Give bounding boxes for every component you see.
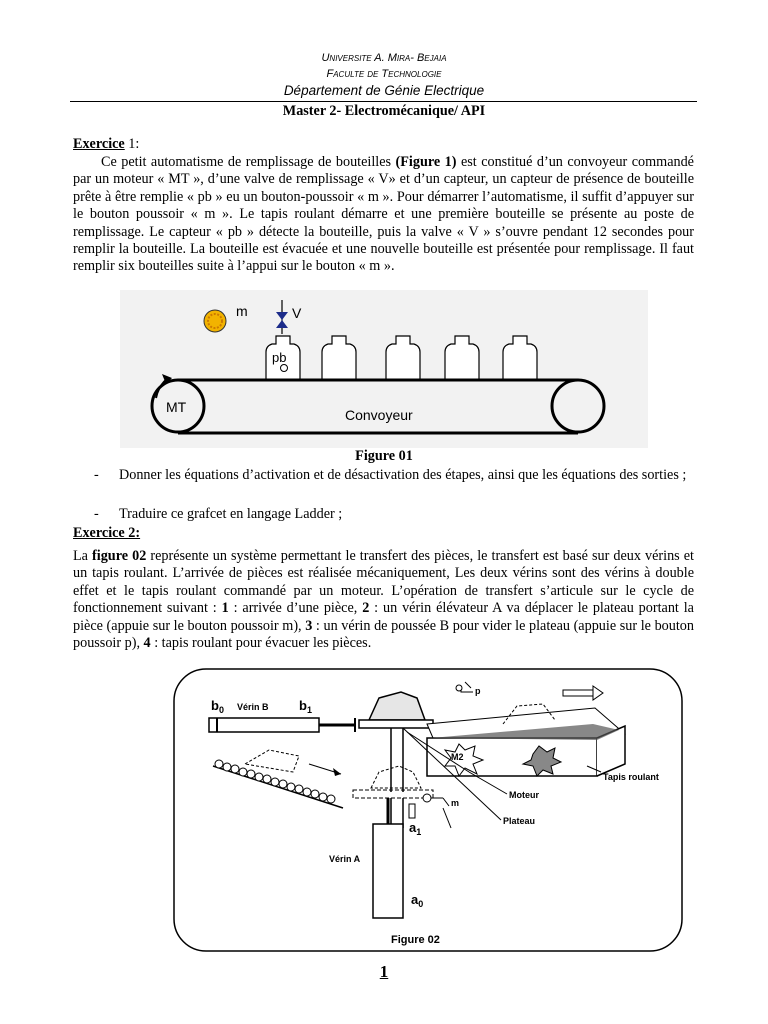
faculty-name: Faculte de Technologie bbox=[326, 68, 442, 80]
label-convoyeur: Convoyeur bbox=[345, 407, 413, 423]
cylinder-b bbox=[209, 718, 319, 732]
label-m: m bbox=[451, 798, 460, 808]
exercise2-title: Exercice 2: bbox=[73, 525, 141, 541]
label-b0: $b_0$ bbox=[211, 698, 224, 715]
label-v: V bbox=[292, 305, 302, 321]
figure-01-caption: Figure 01 bbox=[355, 448, 413, 464]
course-title: Master 2- Electromécanique/ API bbox=[282, 103, 486, 119]
label-b1: $b_1$ bbox=[299, 698, 312, 715]
header-rule bbox=[70, 101, 697, 102]
exercise2-paragraph: La figure 02 représente un système permettant le transfert des pièces, le transfert est basé sur deux vérins et un tapis roulant. L’arrivée de pièces est réalisée mécaniquement, Les deux vérins sont des vérins à double effet et le tapis roulant commandé par un moteur. L’opération de transfert s’articule sur le cycle de fonctionnement suivant : 1 : arrivée d’une pièce, 2 : un vérin élévateur A va déplacer le plateau portant la pièce (appuie sur le bouton poussoir m), 3 : un vérin de poussée B pour vider le plateau (appuie sur le bouton poussoir p), 4 : tapis roulant pour évacuer les pièces. bbox=[73, 548, 694, 652]
cylinder-a bbox=[373, 824, 403, 918]
label-p: p bbox=[475, 686, 481, 696]
idler-pulley bbox=[552, 380, 604, 432]
label-a0: $a_0$ bbox=[411, 892, 424, 909]
exercise1-paragraph: Ce petit automatisme de remplissage de bouteilles (Figure 1) est constitué d’un convoyeur commandé par un moteur « MT », d’une valve de remplissage « V» et d’un capteur, un capteur de présence de bouteille prête à être remplie « pb » eu un bouton-poussoir « m ». Pour démarrer l’automatisme, il suffit d’appuyer sur le bouton poussoir « m ». Le tapis roulant démarre et une première bouteille se présente au poste de remplissage. Le capteur « pb » détecte la bouteille, puis la valve « V » s’ouvre pendant 12 secondes pour remplir la bouteille. La bouteille est évacuée et une nouvelle bouteille est présentée pour remplissage. Il faut remplir six bouteilles suite à l’appui sur le bouton « m ». bbox=[73, 154, 694, 275]
figure-01-diagram bbox=[0, 290, 768, 450]
label-moteur: Moteur bbox=[509, 790, 539, 800]
bullet-item: - Traduire ce grafcet en langage Ladder ; bbox=[94, 506, 343, 522]
label-pb: pb bbox=[272, 350, 287, 365]
label-a1: $a_1$ bbox=[409, 820, 422, 837]
label-tapis-roulant: Tapis roulant bbox=[603, 772, 659, 782]
label-verin-a: Vérin A bbox=[329, 854, 361, 864]
exercise1-title: Exercice 1: bbox=[73, 136, 140, 152]
label-plateau: Plateau bbox=[503, 816, 536, 826]
label-mt: MT bbox=[166, 399, 187, 415]
label-m2: M2 bbox=[451, 752, 464, 762]
department-name: Département de Génie Electrique bbox=[283, 83, 485, 98]
label-verin-b: Vérin B bbox=[237, 702, 269, 712]
figure-02-caption: Figure 02 bbox=[391, 934, 440, 946]
page-number: 1 bbox=[379, 962, 389, 981]
bullet-item: - Donner les équations d’activation et de désactivation des étapes, ainsi que les équations des sorties ; bbox=[94, 467, 687, 483]
university-name: Universite A. Mira- Bejaia bbox=[321, 52, 447, 64]
figure-02-diagram bbox=[173, 668, 683, 952]
label-m: m bbox=[236, 303, 248, 319]
